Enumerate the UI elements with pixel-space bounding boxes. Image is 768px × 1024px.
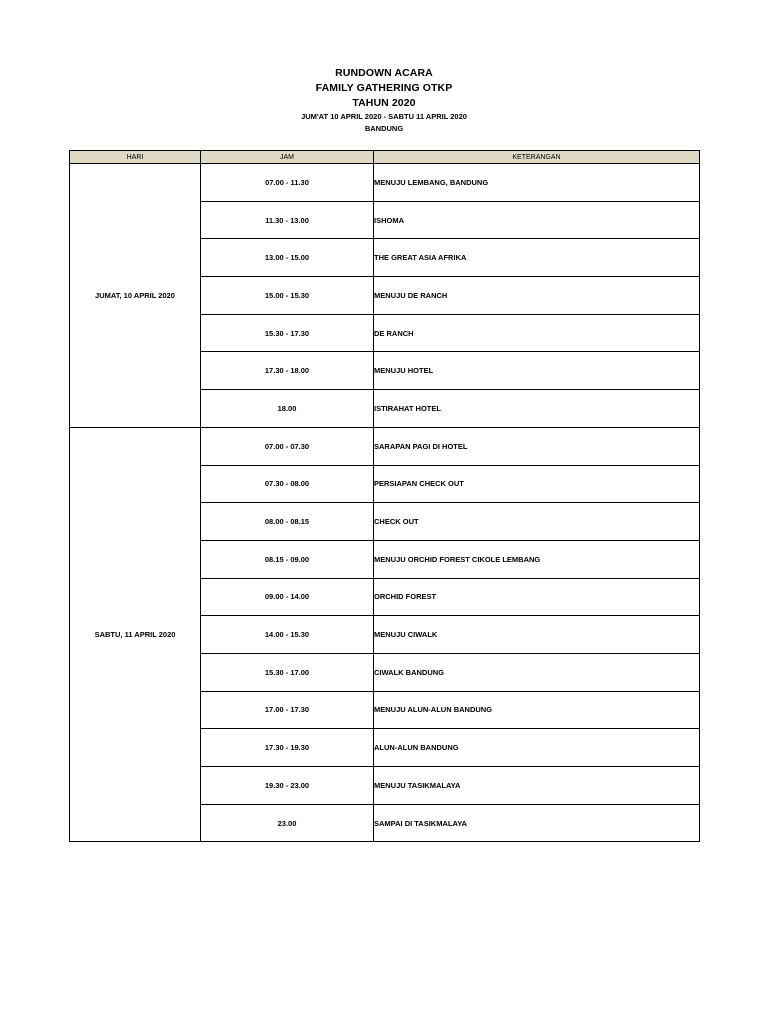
description-cell: SAMPAI DI TASIKMALAYA [374,804,700,842]
time-cell: 13.00 - 15.00 [201,239,374,277]
time-cell: 15.00 - 15.30 [201,277,374,315]
description-cell: MENUJU HOTEL [374,352,700,390]
day-cell: JUMAT, 10 APRIL 2020 [70,164,201,428]
description-cell: MENUJU CIWALK [374,616,700,654]
table-row [70,427,700,465]
time-cell: 07.30 - 08.00 [201,465,374,503]
description-cell: ALUN-ALUN BANDUNG [374,729,700,767]
time-cell: 17.00 - 17.30 [201,691,374,729]
description-cell: MENUJU TASIKMALAYA [374,767,700,805]
time-cell: 23.00 [201,804,374,842]
description-cell: PERSIAPAN CHECK OUT [374,465,700,503]
description-cell: MENUJU ALUN-ALUN BANDUNG [374,691,700,729]
time-cell: 18.00 [201,390,374,428]
description-cell: CIWALK BANDUNG [374,653,700,691]
time-cell: 17.30 - 19.30 [201,729,374,767]
description-cell: DE RANCH [374,314,700,352]
time-cell: 07.00 - 07.30 [201,427,374,465]
time-cell: 15.30 - 17.00 [201,653,374,691]
date-range: JUM'AT 10 APRIL 2020 - SABTU 11 APRIL 2020 [301,112,467,121]
title-line-1: RUNDOWN ACARA [335,67,433,79]
time-cell: 19.30 - 23.00 [201,767,374,805]
location: BANDUNG [364,124,404,133]
document-header [0,66,768,135]
title-line-3: TAHUN 2020 [352,97,416,109]
table-header-row [70,151,700,164]
time-cell: 14.00 - 15.30 [201,616,374,654]
description-cell: MENUJU DE RANCH [374,277,700,315]
column-header-hari: HARI [70,151,201,164]
description-cell: ORCHID FOREST [374,578,700,616]
table-row [70,164,700,202]
description-cell: ISTIRAHAT HOTEL [374,390,700,428]
day-cell: SABTU, 11 APRIL 2020 [70,427,201,842]
title-line-2: FAMILY GATHERING OTKP [315,82,453,94]
description-cell: SARAPAN PAGI DI HOTEL [374,427,700,465]
description-cell: MENUJU LEMBANG, BANDUNG [374,164,700,202]
time-cell: 09.00 - 14.00 [201,578,374,616]
time-cell: 15.30 - 17.30 [201,314,374,352]
time-cell: 11.30 - 13.00 [201,201,374,239]
time-cell: 07.00 - 11.30 [201,164,374,202]
description-cell: CHECK OUT [374,503,700,541]
description-cell: MENUJU ORCHID FOREST CIKOLE LEMBANG [374,540,700,578]
description-cell: ISHOMA [374,201,700,239]
time-cell: 08.15 - 09.00 [201,540,374,578]
time-cell: 08.00 - 08.15 [201,503,374,541]
time-cell: 17.30 - 18.00 [201,352,374,390]
column-header-jam: JAM [201,151,374,164]
description-cell: THE GREAT ASIA AFRIKA [374,239,700,277]
column-header-keterangan: KETERANGAN [374,151,700,164]
rundown-table [69,150,700,842]
